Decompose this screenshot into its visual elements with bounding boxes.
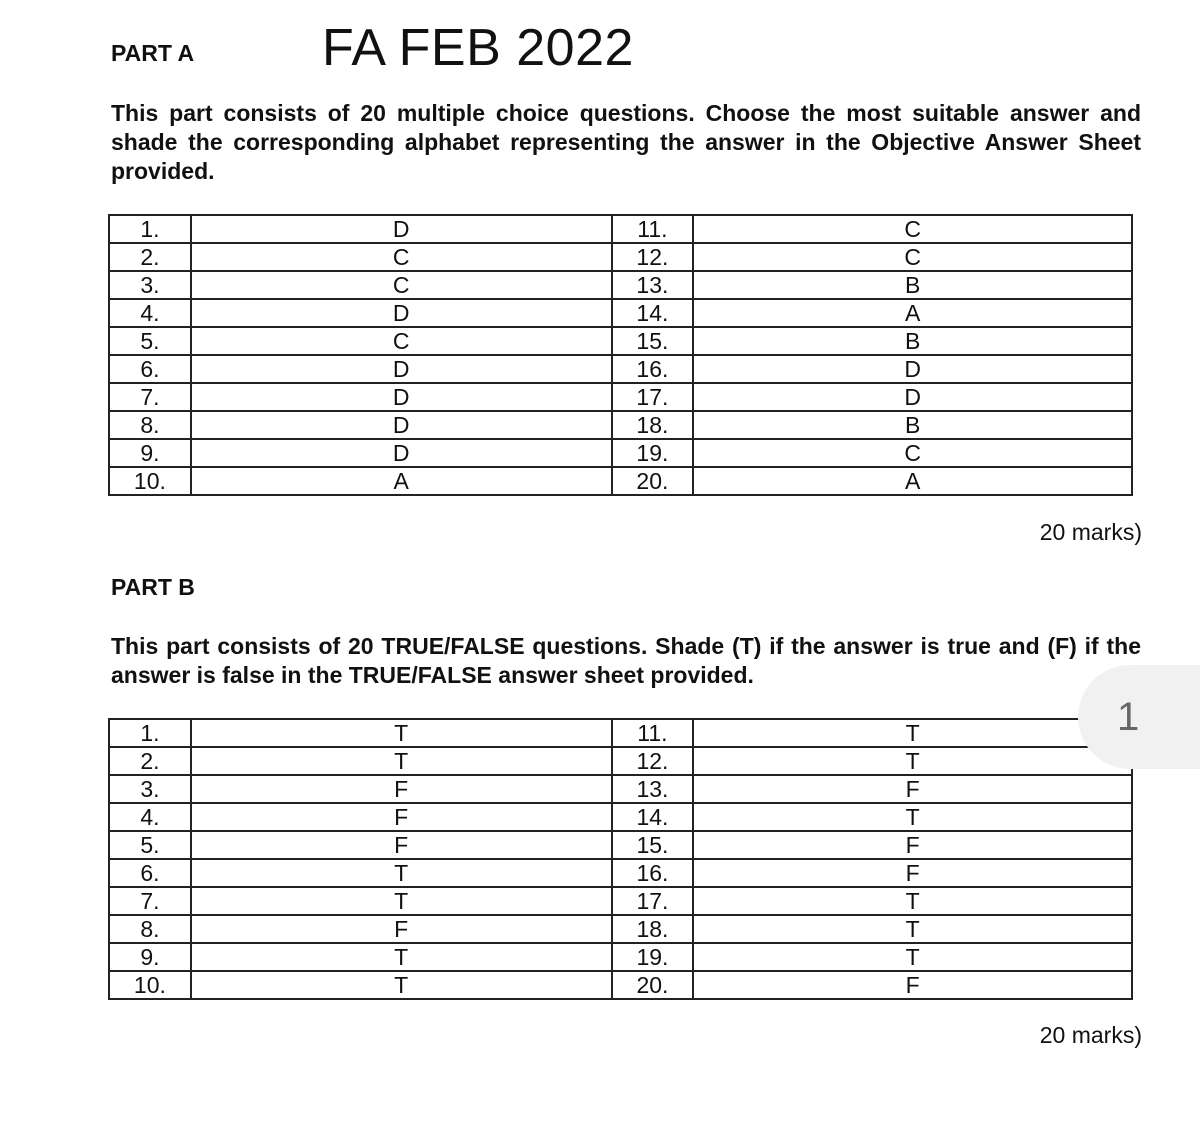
answer-cell: B — [693, 411, 1132, 439]
answer-cell: F — [693, 831, 1132, 859]
part-a-marks: 20 marks) — [1039, 519, 1142, 545]
answer-cell: A — [191, 467, 612, 495]
answer-cell: D — [191, 299, 612, 327]
question-number: 9. — [109, 439, 191, 467]
answer-cell: T — [693, 803, 1132, 831]
document-title: FA FEB 2022 — [322, 19, 634, 77]
answer-cell: T — [693, 915, 1132, 943]
question-number: 3. — [109, 775, 191, 803]
answer-cell: A — [693, 299, 1132, 327]
table-row — [109, 355, 1132, 383]
question-number: 19. — [612, 943, 694, 971]
question-number: 15. — [612, 831, 694, 859]
question-number: 6. — [109, 859, 191, 887]
question-number: 19. — [612, 439, 694, 467]
answer-cell: T — [191, 747, 612, 775]
question-number: 16. — [612, 355, 694, 383]
table-row — [109, 943, 1132, 971]
answer-cell: D — [191, 411, 612, 439]
answer-cell: B — [693, 327, 1132, 355]
answer-cell: D — [191, 215, 612, 243]
answer-cell: A — [693, 467, 1132, 495]
question-number: 4. — [109, 803, 191, 831]
question-number: 11. — [612, 215, 694, 243]
question-number: 13. — [612, 271, 694, 299]
question-number: 20. — [612, 467, 694, 495]
table-row — [109, 887, 1132, 915]
answer-cell: D — [191, 383, 612, 411]
question-number: 8. — [109, 915, 191, 943]
question-number: 3. — [109, 271, 191, 299]
answer-cell: B — [693, 271, 1132, 299]
table-row — [109, 747, 1132, 775]
part-b-instructions: This part consists of 20 TRUE/FALSE questions. Shade (T) if the answer is true and (F) if the answer is false in the TRUE/FALSE answer sheet provided. — [111, 633, 1141, 688]
answer-cell: C — [191, 327, 612, 355]
table-row — [109, 299, 1132, 327]
question-number: 15. — [612, 327, 694, 355]
page-number: 1 — [1117, 695, 1140, 739]
table-row — [109, 411, 1132, 439]
answer-cell: T — [191, 887, 612, 915]
part-a-answer-rows — [109, 215, 1132, 495]
answer-cell: F — [693, 775, 1132, 803]
table-row — [109, 215, 1132, 243]
answer-cell: C — [191, 243, 612, 271]
part-b-heading: PART B — [111, 574, 195, 600]
table-row — [109, 467, 1132, 495]
answer-cell: C — [693, 439, 1132, 467]
table-row — [109, 243, 1132, 271]
answer-cell: C — [693, 243, 1132, 271]
question-number: 5. — [109, 327, 191, 355]
answer-cell: F — [191, 775, 612, 803]
table-row — [109, 719, 1132, 747]
question-number: 1. — [109, 719, 191, 747]
part-a-instructions: This part consists of 20 multiple choice questions. Choose the most suitable answer and shade the corresponding alphabet representing the answer in the Objective Answer Sheet provided. — [111, 100, 1141, 184]
question-number: 11. — [612, 719, 694, 747]
question-number: 8. — [109, 411, 191, 439]
part-a-heading: PART A — [111, 40, 195, 66]
table-row — [109, 971, 1132, 999]
part-a-answer-table — [108, 214, 1133, 496]
question-number: 4. — [109, 299, 191, 327]
table-row — [109, 859, 1132, 887]
answer-cell: T — [191, 971, 612, 999]
answer-cell: T — [693, 887, 1132, 915]
answer-cell: F — [191, 831, 612, 859]
part-b-marks: 20 marks) — [1039, 1022, 1142, 1048]
question-number: 7. — [109, 383, 191, 411]
question-number: 9. — [109, 943, 191, 971]
question-number: 5. — [109, 831, 191, 859]
question-number: 14. — [612, 803, 694, 831]
answer-cell: T — [191, 719, 612, 747]
question-number: 17. — [612, 887, 694, 915]
answer-cell: D — [693, 355, 1132, 383]
table-row — [109, 383, 1132, 411]
question-number: 20. — [612, 971, 694, 999]
table-row — [109, 915, 1132, 943]
answer-cell: C — [191, 271, 612, 299]
answer-cell: D — [191, 355, 612, 383]
question-number: 10. — [109, 971, 191, 999]
part-b-answer-table — [108, 718, 1133, 1000]
question-number: 7. — [109, 887, 191, 915]
answer-cell: F — [191, 803, 612, 831]
question-number: 12. — [612, 747, 694, 775]
answer-cell: T — [693, 747, 1132, 775]
answer-cell: F — [693, 859, 1132, 887]
answer-cell: T — [191, 943, 612, 971]
answer-cell: D — [693, 383, 1132, 411]
answer-cell: T — [693, 719, 1132, 747]
table-row — [109, 831, 1132, 859]
question-number: 14. — [612, 299, 694, 327]
table-row — [109, 775, 1132, 803]
question-number: 2. — [109, 243, 191, 271]
part-b-answer-rows — [109, 719, 1132, 999]
question-number: 17. — [612, 383, 694, 411]
question-number: 6. — [109, 355, 191, 383]
table-row — [109, 271, 1132, 299]
table-row — [109, 439, 1132, 467]
answer-cell: F — [693, 971, 1132, 999]
answer-cell: T — [191, 859, 612, 887]
question-number: 18. — [612, 411, 694, 439]
answer-cell: F — [191, 915, 612, 943]
answer-cell: C — [693, 215, 1132, 243]
answer-cell: D — [191, 439, 612, 467]
question-number: 1. — [109, 215, 191, 243]
question-number: 10. — [109, 467, 191, 495]
table-row — [109, 327, 1132, 355]
question-number: 12. — [612, 243, 694, 271]
table-row — [109, 803, 1132, 831]
question-number: 16. — [612, 859, 694, 887]
question-number: 2. — [109, 747, 191, 775]
question-number: 18. — [612, 915, 694, 943]
question-number: 13. — [612, 775, 694, 803]
answer-cell: T — [693, 943, 1132, 971]
